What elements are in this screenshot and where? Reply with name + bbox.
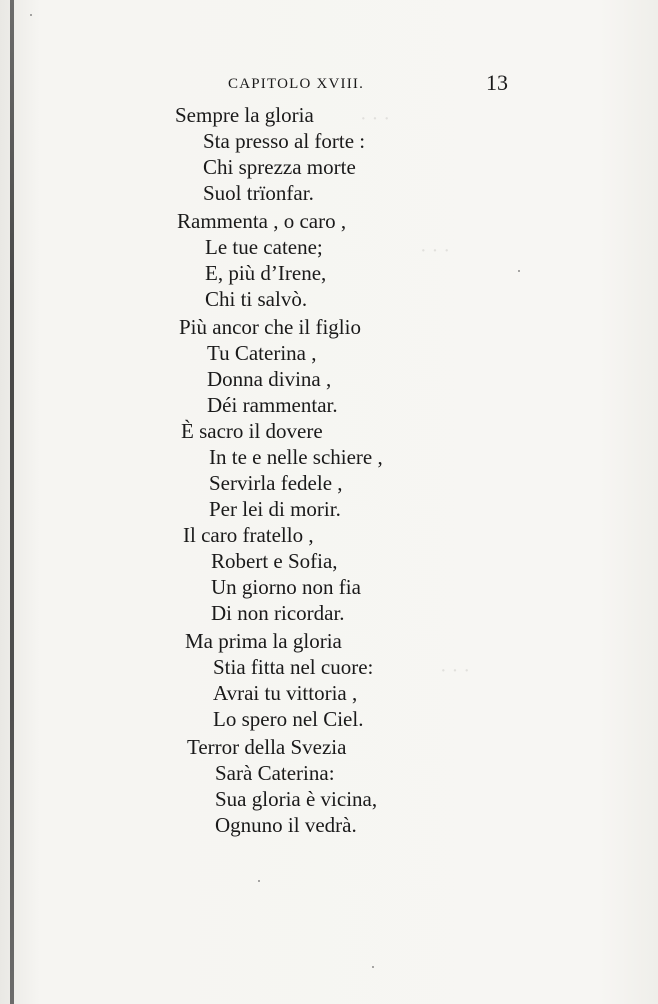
poem-line: Servirla fedele , [209,471,343,495]
paper-speck [258,880,260,882]
poem-line: Un giorno non fia [211,575,361,599]
poem-line: In te e nelle schiere , [209,445,383,469]
paper-speck [372,966,374,968]
poem-line: Lo spero nel Ciel. [213,707,364,731]
running-title: CAPITOLO XVIII. [228,76,365,92]
poem-line: Ognuno il vedrà. [215,813,357,837]
poem-line: Chi ti salvò. [205,287,308,311]
poem-line: Tu Caterina , [207,341,317,365]
paper-speck [518,270,520,272]
poem-line: Déi rammentar. [207,393,338,417]
page-number: 13 [486,70,508,95]
poem-line: Suol trïonfar. [203,181,314,205]
poem-line: Di non ricordar. [211,601,345,625]
poem-line: Donna divina , [207,367,332,391]
paper-speck [30,14,32,16]
poem-line: E, più d’Irene, [205,261,327,285]
poem-line: Sua gloria è vicina, [215,787,378,811]
poem-line: È sacro il dovere [181,419,323,443]
bleed-through-shadow: · · · [440,660,470,682]
poem-line: Ma prima la gloria [185,629,342,653]
poem-line: Stia fitta nel cuore: [213,655,374,679]
poem-line: Più ancor che il figlio [179,315,361,339]
poem-line: Chi sprezza morte [203,155,356,179]
poem-line: Sta presso al forte : [203,129,366,153]
poem-line: Le tue catene; [205,235,323,259]
poem-line: Per lei di morir. [209,497,341,521]
poem-line: Sarà Caterina: [215,761,335,785]
poem-line: Rammenta , o caro , [177,209,347,233]
bleed-through-shadow: · · · [360,108,390,130]
poem-line: Avrai tu vittoria , [213,681,358,705]
poem-line: Robert e Sofia, [211,549,338,573]
poem-line: Terror della Svezia [187,735,347,759]
poem-line: Sempre la gloria [175,103,314,127]
poem-line: Il caro fratello , [183,523,314,547]
bleed-through-shadow: · · · [420,240,450,262]
